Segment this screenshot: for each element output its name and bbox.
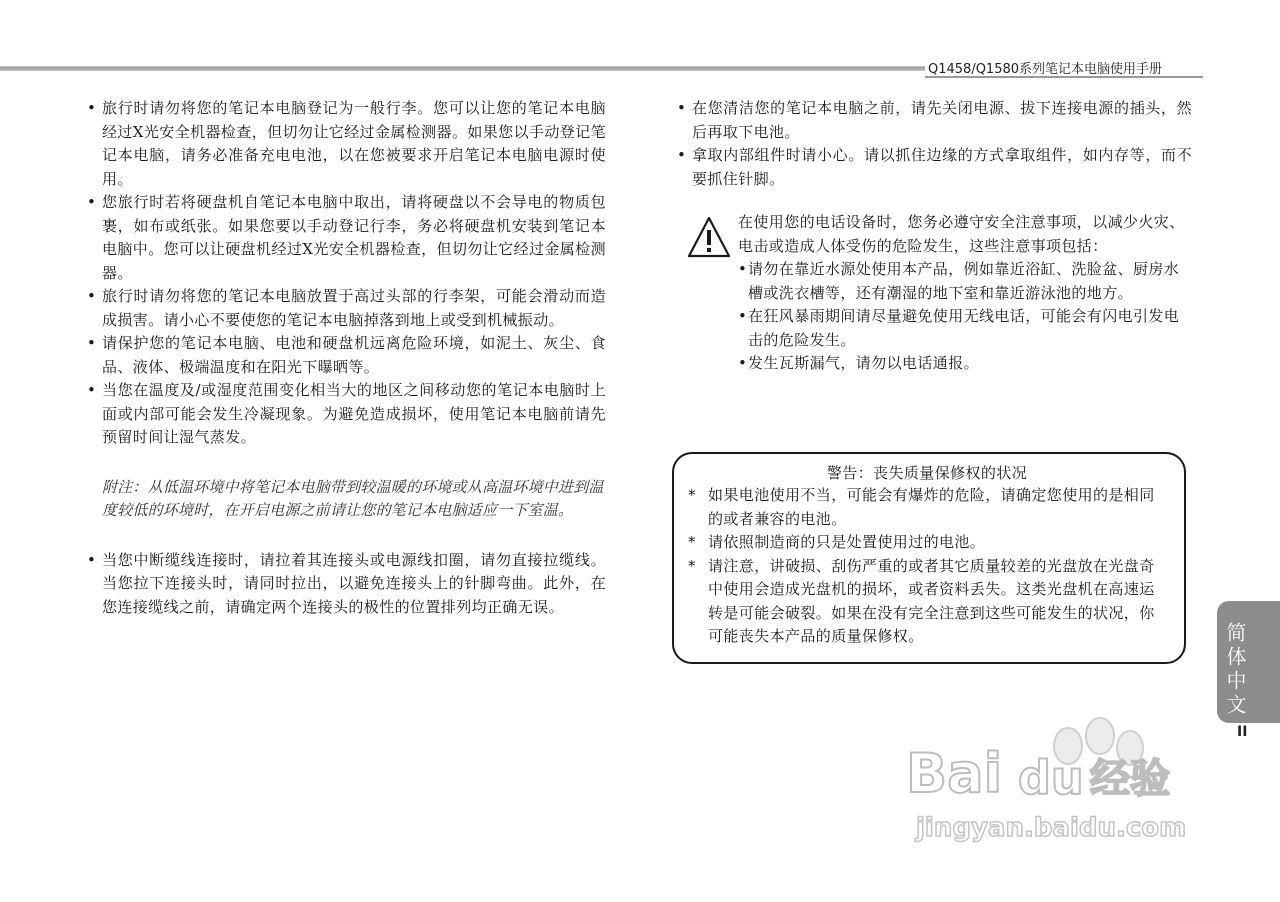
list-item: • 发生瓦斯漏气，请勿以电话通报。 xyxy=(738,352,1192,376)
warranty-box-title: 警告：丧失质量保修权的状况 xyxy=(826,464,1028,482)
list-item: • 请保护您的笔记本电脑、电池和硬盘机远离危险环境，如泥土、灰尘、食品、液体、极端温度和在阳光下曝晒等。 xyxy=(87,334,606,376)
list-item: • 请勿在靠近水源处使用本产品，例如靠近浴缸、洗脸盆、厨房水槽或洗衣槽等，还有潮湿的地下室和靠近游泳池的地方。 xyxy=(738,260,1180,302)
warning-text: 在使用您的电话设备时，您务必遵守安全注意事项，以减少火灾、电击或造成人体受伤的危险发生，这些注意事项包括： xyxy=(738,213,1185,255)
right-column xyxy=(676,97,1192,376)
page-number: II xyxy=(1237,724,1248,740)
baidu-jingyan-watermark-logo xyxy=(900,708,1220,858)
asterisk-icon: * xyxy=(688,486,696,504)
note-paragraph: 附注：从低温环境中将笔记本电脑带到较温暖的环境或从高温环境中进到温度较低的环境时，在开启电源之前请让您的笔记本电脑适应一下室温。 xyxy=(102,477,604,519)
left-bullet-list-1 xyxy=(86,97,606,450)
bullet-dot-icon: • xyxy=(738,260,748,278)
list-item: • 拿取内部组件时请小心。请以抓住边缘的方式拿取组件，如内存等，而不要抓住针脚。 xyxy=(677,146,1192,188)
left-bullet-list-2 xyxy=(86,549,606,620)
bullet-dot-icon: • xyxy=(677,146,687,164)
bullet-dot-icon: • xyxy=(87,381,97,399)
right-bullet-list xyxy=(676,97,1192,191)
bullet-dot-icon: • xyxy=(738,354,748,372)
bullet-dot-icon: • xyxy=(87,99,97,117)
language-tab-label: 简体中文 xyxy=(1223,622,1247,718)
bullet-dot-icon: • xyxy=(87,193,97,211)
manual-title: Q1458/Q1580系列笔记本电脑使用手册 xyxy=(928,62,1163,77)
warning-triangle-icon xyxy=(686,215,732,259)
list-item: • 旅行时请勿将您的笔记本电脑放置于高过头部的行李架，可能会滑动而造成损害。请小心不要使您的笔记本电脑掉落到地上或受到机械振动。 xyxy=(87,287,606,329)
svg-text:jingyan.baidu.com: jingyan.baidu.com xyxy=(916,813,1187,843)
list-item: • 您旅行时若将硬盘机自笔记本电脑中取出，请将硬盘以不会导电的物质包裹，如布或纸张。如果您要以手动登记行李，务必将硬盘机安装到笔记本电脑中。您可以让硬盘机经过X光安全机器检查，但切勿让它经过金属检测器。 xyxy=(87,193,606,282)
list-item: * 如果电池使用不当，可能会有爆炸的危险，请确定您使用的是相同的或者兼容的电池。 xyxy=(688,486,1155,528)
asterisk-icon: * xyxy=(688,556,696,575)
safety-warning xyxy=(676,211,1192,376)
list-item: * 请依照制造商的只是处置使用过的电池。 xyxy=(686,531,1168,555)
asterisk-icon: * xyxy=(688,533,696,551)
list-item: * 请注意，讲破损、刮伤严重的或者其它质量较差的光盘放在光盘奇中使用会造成光盘机的损坏，或者资料丢失。这类光盘机在高速运转是可能会破裂。如果在没有完全注意到这些可能发生的状况，你可能丧失本产品的质量保修权。 xyxy=(688,556,1155,645)
svg-text:du: du xyxy=(1018,751,1084,805)
svg-text:经验: 经验 xyxy=(1090,756,1170,802)
list-item: • 当您在温度及/或湿度范围变化相当大的地区之间移动您的笔记本电脑时上面或内部可能会发生冷凝现象。为避免造成损坏，使用笔记本电脑前请先预留时间让湿气蒸发。 xyxy=(87,381,606,446)
bullet-dot-icon: • xyxy=(87,334,97,352)
svg-text:Bai: Bai xyxy=(906,742,1003,805)
left-column xyxy=(86,97,606,619)
bullet-dot-icon: • xyxy=(738,307,748,325)
bullet-dot-icon: • xyxy=(87,550,97,569)
bullet-dot-icon: • xyxy=(677,99,687,117)
warning-sub-list xyxy=(738,258,1192,376)
list-item: • 旅行时请勿将您的笔记本电脑登记为一般行李。您可以让您的笔记本电脑经过X光安全机器检查，但切勿让它经过金属检测器。如果您以手动登记笔记本电脑，请务必准备充电电池，以在您被要求开启笔记本电脑电源时使用。 xyxy=(87,99,606,188)
list-item: • 在狂风暴雨期间请尽量避免使用无线电话，可能会有闪电引发电击的危险发生。 xyxy=(738,307,1180,349)
bullet-dot-icon: • xyxy=(87,287,97,305)
warranty-list xyxy=(686,484,1168,649)
header-rule xyxy=(0,66,925,71)
list-item: • 在您清洁您的笔记本电脑之前，请先关闭电源、拔下连接电源的插头，然后再取下电池。 xyxy=(677,99,1192,141)
warranty-warning-box xyxy=(672,452,1186,664)
list-item: • 当您中断缆线连接时，请拉着其连接头或电源线扣圈，请勿直接拉缆线。当您拉下连接头时，请同时拉出，以避免连接头上的针脚弯曲。此外，在您连接缆线之前，请确定两个连接头的极性的位置排列均正确无误。 xyxy=(87,550,606,616)
